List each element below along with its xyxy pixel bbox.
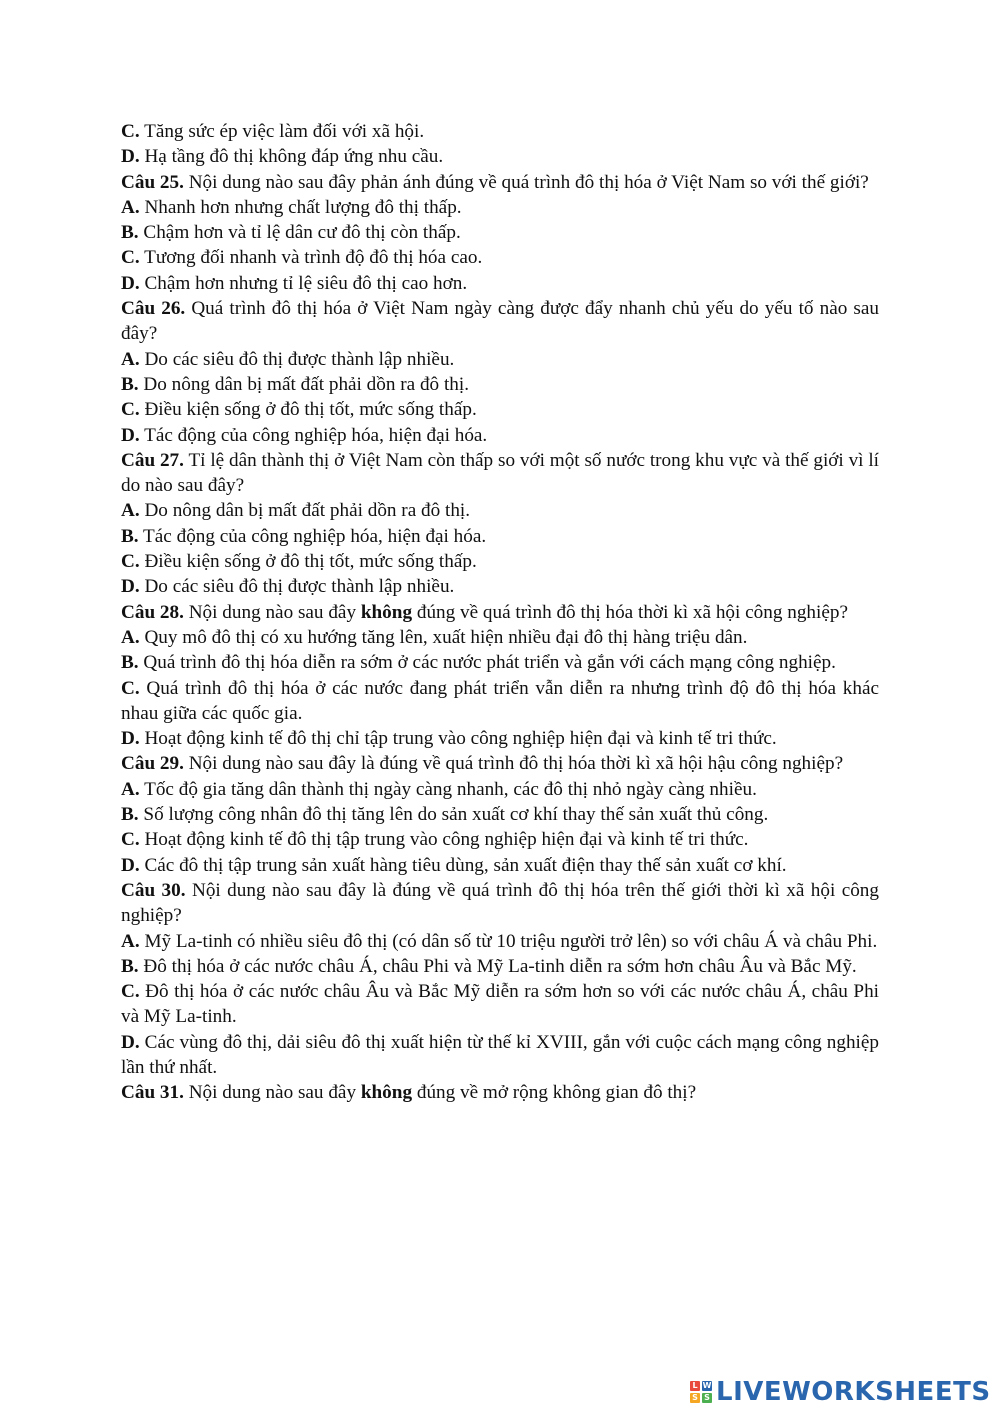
q25-option-a: A. Nhanh hơn nhưng chất lượng đô thị thấp.	[121, 196, 462, 218]
q29-option-b: B. Số lượng công nhân đô thị tăng lên do sản xuất cơ khí thay thế sản xuất thủ công.	[121, 804, 769, 826]
q28-option-b: B. Quá trình đô thị hóa diễn ra sớm ở các nước phát triển và gắn với cách mạng công nghiệp.	[121, 652, 836, 674]
q26-option-c: C. Điều kiện sống ở đô thị tốt, mức sống thấp.	[121, 399, 477, 421]
q26-option-a: A. Do các siêu đô thị được thành lập nhiều.	[121, 348, 455, 370]
logo-text: LIVEWORKSHEETS	[716, 1377, 991, 1407]
option-c-prev: C. Tăng sức ép việc làm đối với xã hội.	[121, 121, 425, 142]
logo-tile: S	[690, 1393, 700, 1403]
question-30: Câu 30. Nội dung nào sau đây là đúng về quá trình đô thị hóa trên thế giới thời kì xã hội công nghiệp?	[121, 879, 879, 927]
question-26: Câu 26. Quá trình đô thị hóa ở Việt Nam ngày càng được đẩy nhanh chủ yếu do yếu tố nào sau đây?	[121, 298, 879, 345]
liveworksheets-logo[interactable]	[690, 1376, 991, 1408]
q30-option-b: B. Đô thị hóa ở các nước châu Á, châu Phi và Mỹ La-tinh diễn ra sớm hơn châu Âu và Bắc Mỹ.	[121, 955, 857, 977]
question-25: Câu 25. Nội dung nào sau đây phản ánh đúng về quá trình đô thị hóa ở Việt Nam so với thế giới?	[121, 171, 869, 193]
q30-option-c: C. Đô thị hóa ở các nước châu Âu và Bắc Mỹ diễn ra sớm hơn so với các nước châu Á, châu Phi và Mỹ La-tinh.	[121, 981, 879, 1028]
question-29: Câu 29. Nội dung nào sau đây là đúng về quá trình đô thị hóa thời kì xã hội hậu công nghiệp?	[121, 753, 844, 775]
q25-option-c: C. Tương đối nhanh và trình độ đô thị hóa cao.	[121, 247, 483, 269]
q29-option-c: C. Hoạt động kinh tế đô thị tập trung vào công nghiệp hiện đại và kinh tế tri thức.	[121, 829, 749, 851]
q25-option-d: D. Chậm hơn nhưng tỉ lệ siêu đô thị cao hơn.	[121, 272, 468, 294]
q26-option-d: D. Tác động của công nghiệp hóa, hiện đại hóa.	[121, 424, 488, 446]
q30-option-d: D. Các vùng đô thị, dải siêu đô thị xuất hiện từ thế kỉ XVIII, gắn với cuộc cách mạng công nghiệp lần thứ nhất.	[121, 1031, 879, 1078]
option-d-prev: D. Hạ tầng đô thị không đáp ứng nhu cầu.	[121, 146, 444, 168]
logo-tile: L	[690, 1381, 700, 1391]
q30-option-a: A. Mỹ La-tinh có nhiều siêu đô thị (có dân số từ 10 triệu người trở lên) so với châu Á và châu Phi.	[121, 930, 878, 952]
question-31: Câu 31. Nội dung nào sau đây không đúng về mở rộng không gian đô thị?	[121, 1082, 697, 1104]
logo-tile: S	[702, 1393, 712, 1403]
logo-tile: W	[702, 1381, 712, 1390]
q27-option-a: A. Do nông dân bị mất đất phải dồn ra đô thị.	[121, 500, 471, 522]
q25-option-b: B. Chậm hơn và tỉ lệ dân cư đô thị còn thấp.	[121, 222, 461, 244]
logo-tiles-icon	[690, 1381, 712, 1403]
q29-option-d: D. Các đô thị tập trung sản xuất hàng tiêu dùng, sản xuất điện thay thế sản xuất cơ khí.	[121, 854, 787, 876]
q27-option-c: C. Điều kiện sống ở đô thị tốt, mức sống thấp.	[121, 551, 477, 573]
q26-option-b: B. Do nông dân bị mất đất phải dồn ra đô thị.	[121, 373, 470, 395]
q28-option-c: C. Quá trình đô thị hóa ở các nước đang phát triển vẫn diễn ra nhưng trình độ đô thị hóa khác nhau giữa các quốc gia.	[121, 677, 879, 724]
q28-option-a: A. Quy mô đô thị có xu hướng tăng lên, xuất hiện nhiều đại đô thị hàng triệu dân.	[121, 626, 748, 648]
q27-option-b: B. Tác động của công nghiệp hóa, hiện đại hóa.	[121, 525, 487, 547]
q28-option-d: D. Hoạt động kinh tế đô thị chỉ tập trung vào công nghiệp hiện đại và kinh tế tri thức.	[121, 728, 777, 750]
question-28: Câu 28. Nội dung nào sau đây không đúng về quá trình đô thị hóa thời kì xã hội công nghiệp?	[121, 601, 848, 623]
q29-option-a: A. Tốc độ gia tăng dân thành thị ngày càng nhanh, các đô thị nhỏ ngày càng nhiều.	[121, 778, 757, 800]
q27-option-d: D. Do các siêu đô thị được thành lập nhiều.	[121, 576, 455, 598]
question-27: Câu 27. Tỉ lệ dân thành thị ở Việt Nam còn thấp so với một số nước trong khu vực và thế giới vì lí do nào sau đây?	[121, 449, 880, 497]
worksheet-page	[121, 119, 879, 1106]
